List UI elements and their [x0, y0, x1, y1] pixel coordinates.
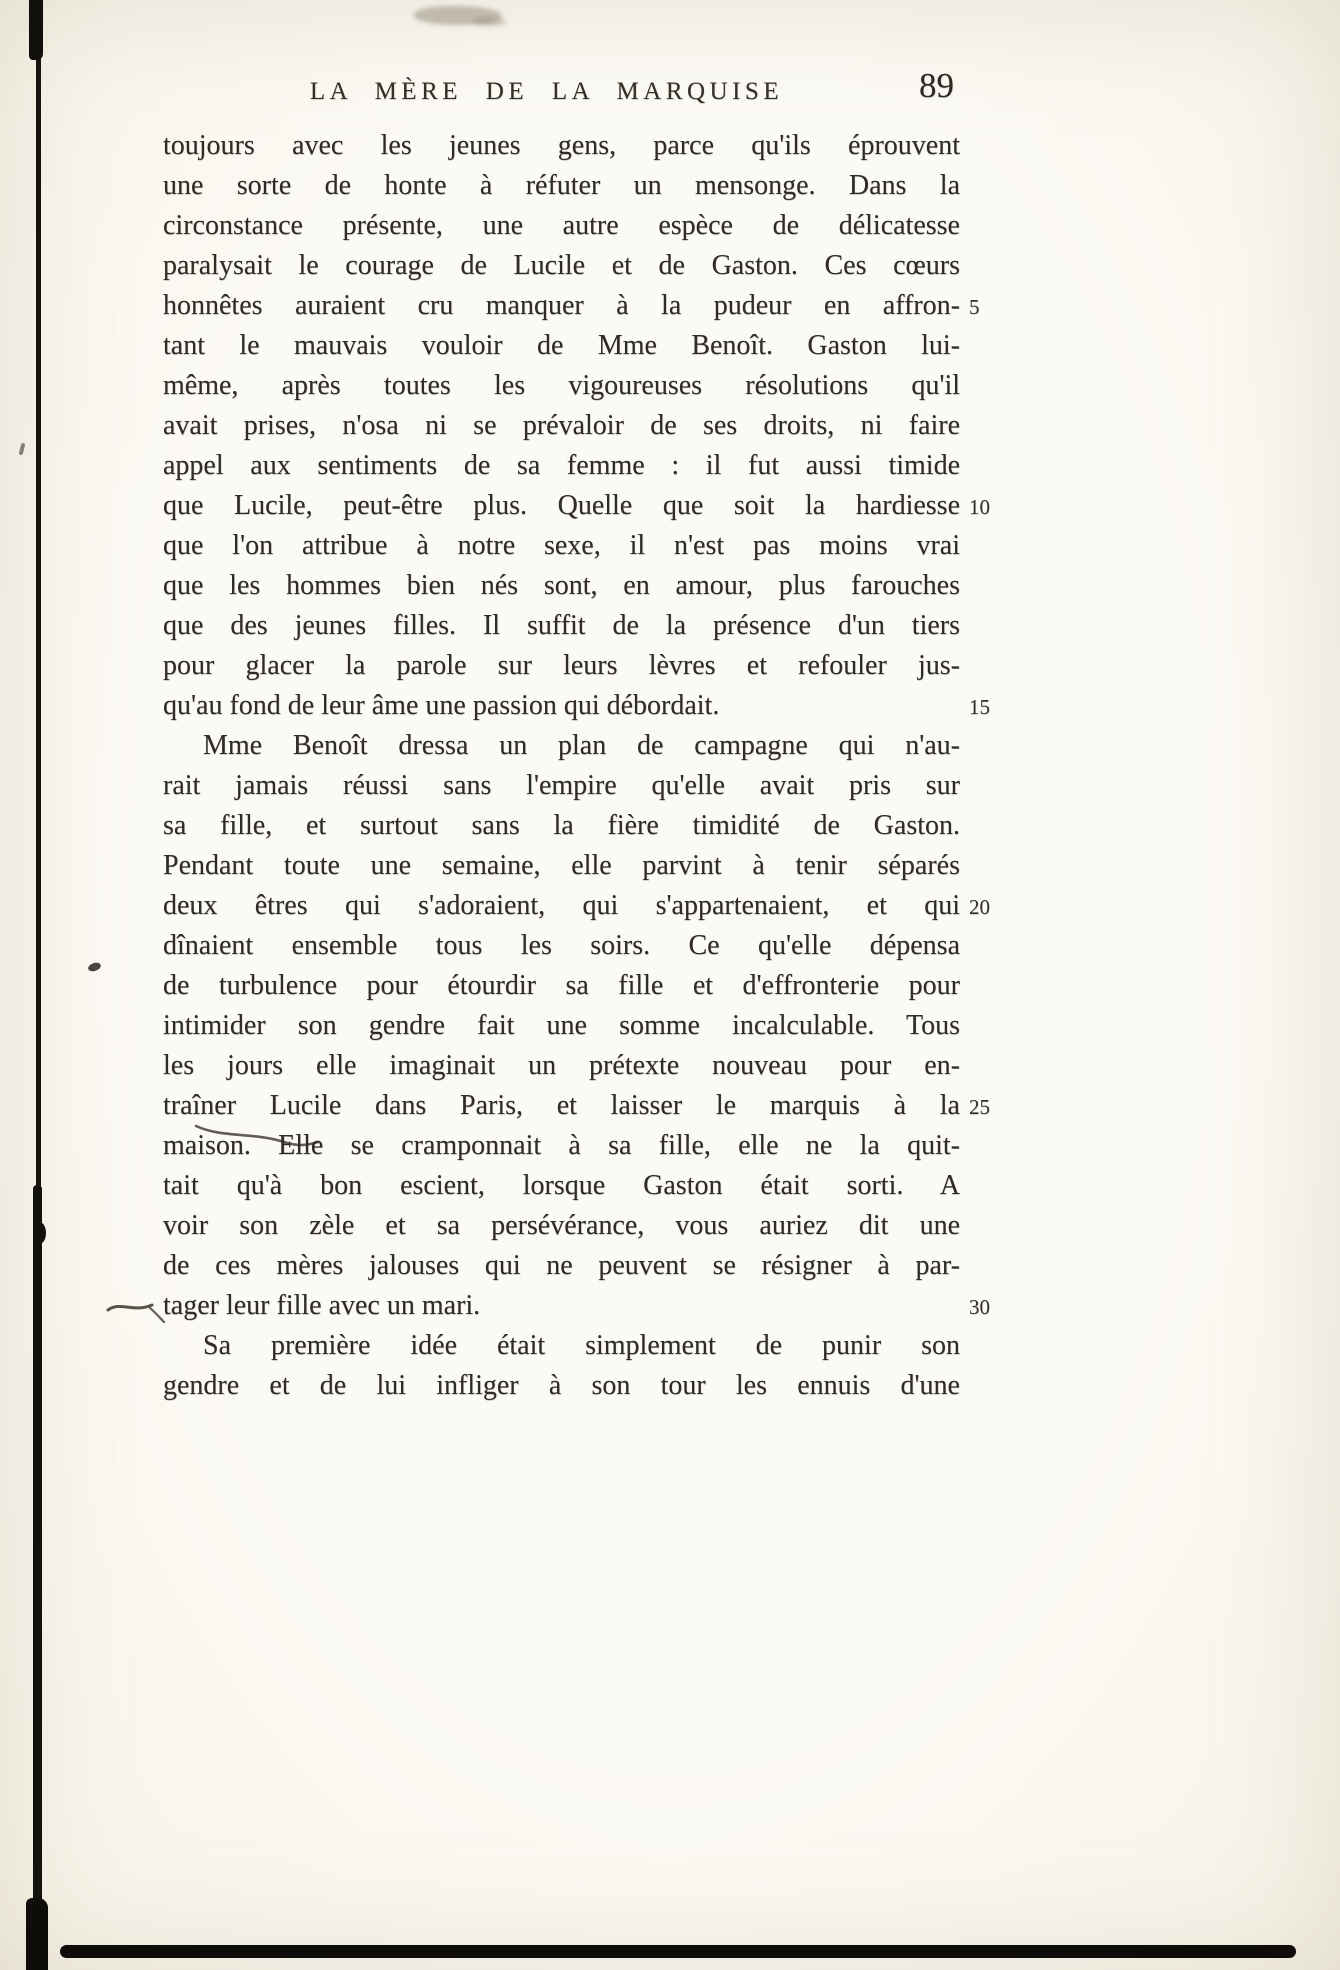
text-line	[163, 606, 960, 646]
line-text: qu'au fond de leur âme une passion qui débordait.	[163, 690, 720, 721]
line-text: intimider son gendre fait une somme incalculable. Tous	[163, 1010, 960, 1041]
text-line	[163, 166, 960, 206]
text-line	[163, 206, 960, 246]
text-line	[163, 686, 990, 726]
binding-corner-blob	[26, 1898, 48, 1970]
text-line	[163, 366, 960, 406]
text-line	[163, 926, 960, 966]
text-line	[163, 1006, 960, 1046]
text-body	[163, 126, 990, 1406]
margin-line-number: 5	[969, 295, 980, 319]
binding-notch	[33, 1222, 46, 1244]
line-text: toujours avec les jeunes gens, parce qu'ils éprouvent	[163, 130, 960, 161]
line-text: Mme Benoît dressa un plan de campagne qui n'au-	[203, 730, 960, 761]
text-line	[163, 886, 990, 926]
text-line	[163, 966, 960, 1006]
line-text: gendre et de lui infliger à son tour les ennuis d'une	[163, 1370, 960, 1401]
text-line	[163, 326, 960, 366]
line-text: que des jeunes filles. Il suffit de la présence d'un tiers	[163, 610, 960, 641]
line-text: de ces mères jalouses qui ne peuvent se résigner à par-	[163, 1250, 960, 1281]
line-text: avait prises, n'osa ni se prévaloir de ses droits, ni faire	[163, 410, 960, 441]
text-line	[163, 1046, 960, 1086]
line-text: sa fille, et surtout sans la fière timidité de Gaston.	[163, 810, 960, 841]
text-line	[163, 1126, 960, 1166]
text-line	[163, 1206, 960, 1246]
text-line	[163, 406, 960, 446]
text-line	[163, 646, 960, 686]
text-line	[163, 766, 960, 806]
line-text: que Lucile, peut-être plus. Quelle que soit la hardiesse	[163, 490, 960, 521]
line-text: Pendant toute une semaine, elle parvint à tenir séparés	[163, 850, 960, 881]
line-text: tant le mauvais vouloir de Mme Benoît. Gaston lui-	[163, 330, 960, 361]
line-text: paralysait le courage de Lucile et de Gaston. Ces cœurs	[163, 250, 960, 281]
line-text: honnêtes auraient cru manquer à la pudeur en affron-	[163, 290, 960, 321]
text-line	[163, 566, 960, 606]
text-line	[163, 126, 960, 166]
ink-dot-mark	[87, 961, 102, 973]
line-text: que les hommes bien nés sont, en amour, plus farouches	[163, 570, 960, 601]
text-line	[163, 446, 960, 486]
margin-line-number: 30	[969, 1295, 990, 1319]
margin-line-number: 15	[969, 695, 990, 719]
page-number: 89	[919, 66, 954, 105]
text-line	[163, 846, 960, 886]
margin-line-number: 10	[969, 495, 990, 519]
line-text: tager leur fille avec un mari.	[163, 1290, 481, 1321]
text-line	[163, 726, 960, 766]
text-line	[163, 1326, 960, 1366]
text-line	[163, 1086, 990, 1126]
margin-line-number: 25	[969, 1095, 990, 1119]
text-line	[163, 286, 980, 326]
text-line	[163, 1166, 960, 1206]
line-text: de turbulence pour étourdir sa fille et d'effronterie pour	[163, 970, 960, 1001]
text-line	[163, 526, 960, 566]
line-text: dînaient ensemble tous les soirs. Ce qu'elle dépensa	[163, 930, 960, 961]
line-text: une sorte de honte à réfuter un mensonge. Dans la	[163, 170, 960, 201]
page-header	[163, 66, 960, 116]
line-text: pour glacer la parole sur leurs lèvres et refouler jus-	[163, 650, 960, 681]
text-line	[163, 486, 990, 526]
line-text: rait jamais réussi sans l'empire qu'elle avait pris sur	[163, 770, 960, 801]
line-text: tait qu'à bon escient, lorsque Gaston était sorti. A	[163, 1170, 960, 1201]
line-text: même, après toutes les vigoureuses résolutions qu'il	[163, 370, 960, 401]
line-text: traîner Lucile dans Paris, et laisser le marquis à la	[163, 1090, 960, 1121]
text-line	[163, 1366, 960, 1406]
margin-line-number: 20	[969, 895, 990, 919]
text-line	[163, 1246, 960, 1286]
line-text: appel aux sentiments de sa femme : il fut aussi timide	[163, 450, 960, 481]
line-text: les jours elle imaginait un prétexte nouveau pour en-	[163, 1050, 960, 1081]
line-text: Sa première idée était simplement de punir son	[203, 1330, 960, 1361]
pen-dash-mark	[106, 1296, 170, 1331]
line-text: circonstance présente, une autre espèce de délicatesse	[163, 210, 960, 241]
binding-shadow-thick	[33, 1185, 42, 1970]
text-line	[163, 806, 960, 846]
ink-speck-mark	[19, 443, 26, 456]
text-line	[163, 1286, 990, 1326]
running-title: LA MÈRE DE LA MARQUISE	[309, 78, 784, 105]
line-text: maison. Elle se cramponnait à sa fille, elle ne la quit-	[163, 1130, 960, 1161]
text-line	[163, 246, 960, 286]
line-text: deux êtres qui s'adoraient, qui s'appartenaient, et qui	[163, 890, 960, 921]
line-text: voir son zèle et sa persévérance, vous auriez dit une	[163, 1210, 960, 1241]
bottom-scan-bar	[60, 1945, 1296, 1958]
scan-smudge	[414, 6, 502, 25]
binding-top-blob	[29, 0, 43, 60]
line-text: que l'on attribue à notre sexe, il n'est pas moins vrai	[163, 530, 960, 561]
